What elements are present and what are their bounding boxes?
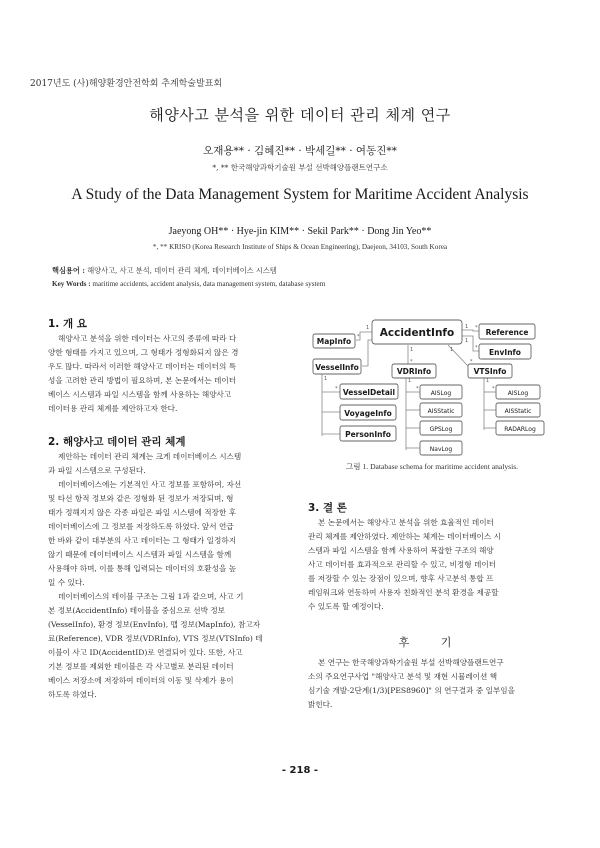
text-line: 관리 체계를 제안하였다. 제안하는 체계는 데이터베이스 시 xyxy=(308,532,501,541)
database-schema-figure xyxy=(308,318,556,458)
text-line: 료(Reference), VDR 정보(VDRInfo), VTS 정보(VTSInfo) 테 xyxy=(48,634,263,643)
mult-16: * xyxy=(492,386,495,392)
conference-header: 2017년도 (사)해양환경안전학회 추계학술발표회 xyxy=(30,79,223,89)
mult-1: 1 xyxy=(465,324,469,330)
table-mapinfo: MapInfo xyxy=(316,337,352,346)
text-line: 하도록 하였다. xyxy=(48,690,97,699)
text-line: 스템과 파일 시스템을 함께 사용하여 복잡한 구조의 해양 xyxy=(308,546,494,555)
authors-english: Jaeyong OH** · Hye-jin KIM** · Sekil Park** · Dong Jin Yeo** xyxy=(168,226,432,237)
text-line: 소의 주요연구사업 "해양사고 분석 및 재현 시뮬레이션 핵 xyxy=(308,672,498,681)
text-line: 이블이 사고 ID(AccidentID)로 연결되어 있다. 또한, 사고 xyxy=(48,648,243,657)
text-line: 밝힌다. xyxy=(308,700,333,709)
acknowledgment-body xyxy=(308,656,556,712)
keywords-korean-label: 핵심용어 : xyxy=(52,266,85,275)
table-vdr-navlog: NavLog xyxy=(429,446,453,453)
table-vtsinfo: VTSInfo xyxy=(473,367,507,376)
affiliation-korean: *, ** 한국해양과학기술원 부설 선박해양플랜트연구소 xyxy=(212,163,388,172)
page-number: - 218 - xyxy=(281,765,319,776)
mult-11: 1 xyxy=(324,376,328,382)
keywords-korean xyxy=(52,266,277,276)
section-1-body xyxy=(48,332,288,416)
table-envinfo: EnvInfo xyxy=(489,348,521,357)
text-line: 레임워크와 연동하여 사용자 친화적인 분석 환경을 제공할 xyxy=(308,588,499,597)
text-line: 데이터베이스의 테이블 구조는 그림 1과 같으며, 사고 기 xyxy=(58,592,244,601)
mult-8: * xyxy=(410,359,413,365)
text-line: 수 있도록 할 예정이다. xyxy=(308,602,384,611)
text-line: 태가 정해지지 않은 각종 파일은 파일 시스템에 적장한 후 xyxy=(48,508,237,517)
table-vdr-gpslog: GPSLog xyxy=(429,426,453,433)
text-line: 본 정보(AccidentInfo) 테이블을 중심으로 선박 정보 xyxy=(48,606,226,615)
mult-7: 1 xyxy=(410,347,414,353)
table-vts-aisstatic: AISStatic xyxy=(504,408,532,415)
mult-10: * xyxy=(470,359,473,365)
mult-13: 1 xyxy=(408,378,412,384)
table-vdr-aisstatic: AISStatic xyxy=(427,408,455,415)
text-line: 양한 형태를 가지고 있으며, 그 형태가 정형화되지 않은 경 xyxy=(48,348,239,357)
section-1-title: 1. 개 요 xyxy=(48,318,87,330)
text-line: 베이스 시스템과 파일 시스템을 함께 사용하는 해양사고 xyxy=(48,390,232,399)
text-line: 과 파일 시스템으로 구성된다. xyxy=(48,466,146,475)
table-vts-aislog: AISLog xyxy=(507,390,529,397)
section-2-title: 2. 해양사고 데이터 관리 체계 xyxy=(48,436,186,448)
text-line: 성을 고려한 관리 방법이 필요하며, 본 논문에서는 데이터 xyxy=(48,376,237,385)
text-line: 해양사고 분석을 위한 데이터는 사고의 종류에 따라 다 xyxy=(58,334,237,343)
text-line: 본 논문에서는 해양사고 분석을 위한 효율적인 데이터 xyxy=(318,518,494,527)
text-line: 사용해야 하며, 이를 통해 입력되는 데이터의 호환성을 높 xyxy=(48,564,237,573)
text-line: 데이터용 관리 체계를 제안하고자 한다. xyxy=(48,404,178,413)
text-line: 않기 때문에 데이터베이스 시스템과 파일 시스템을 함께 xyxy=(48,550,232,559)
mult-15: 1 xyxy=(486,378,490,384)
text-line: 사고 데이터를 효과적으로 관리할 수 있고, 비정형 데이터 xyxy=(308,560,497,569)
text-line: 한 바와 같이 대부분의 사고 데이터는 그 형태가 일정하지 xyxy=(48,536,237,545)
table-accidentinfo: AccidentInfo xyxy=(379,327,455,339)
acknowledgment-title: 후 기 xyxy=(398,636,466,649)
text-line: 데이터베이스에 그 정보를 저장하도록 하였다. 앞서 언급 xyxy=(48,522,234,531)
mult-14: * xyxy=(416,386,419,392)
table-vdrinfo: VDRInfo xyxy=(396,367,432,376)
title-korean: 해양사고 분석을 위한 데이터 관리 체계 연구 xyxy=(149,106,451,124)
table-personinfo: PersonInfo xyxy=(345,430,391,439)
mult-5: 1 xyxy=(366,325,370,331)
mult-6: * xyxy=(357,334,360,340)
mult-3: 1 xyxy=(465,338,469,344)
text-line: 를 저장할 수 있는 장점이 있으며, 향후 사고분석 통합 프 xyxy=(308,574,494,583)
table-reference: Reference xyxy=(485,328,529,337)
text-line: 및 타선 항적 정보와 같은 정형화 된 정보가 저장되며, 형 xyxy=(48,494,234,503)
keywords-english-label: Key Words : xyxy=(52,280,91,288)
mult-2: * xyxy=(475,325,478,331)
mult-9: 1 xyxy=(450,347,454,353)
keywords-korean-text: 해양사고, 사고 분석, 데이터 관리 체계, 데이터베이스 시스템 xyxy=(87,266,277,275)
text-line: 일 수 있다. xyxy=(48,578,85,587)
table-voyageinfo: VoyageInfo xyxy=(344,409,392,418)
section-3-title: 3. 결 론 xyxy=(308,502,347,514)
text-line: 심기술 개발-2단계(1/3)[PES8960]" 의 연구결과 중 일부임을 xyxy=(308,686,515,695)
title-english: A Study of the Data Management System for Maritime Accident Analysis xyxy=(71,186,529,203)
text-line: 우도 많다. 따라서 이러한 해양사고 데이터는 데이터의 특 xyxy=(48,362,237,371)
table-vdr-aislog: AISLog xyxy=(430,390,452,397)
mult-4: * xyxy=(475,345,478,351)
text-line: 기본 정보를 제외한 테이블은 각 사고별로 분리된 데이터 xyxy=(48,662,234,671)
text-line: 데이터베이스에는 기본적인 사고 정보를 포함하여, 자선 xyxy=(58,480,242,489)
text-line: 본 연구는 한국해양과학기술원 부설 선박해양플랜트연구 xyxy=(318,658,504,667)
affiliation-english: *, ** KRISO (Korea Research Institute of Ships & Ocean Engineering), Daejeon, 34103, South Korea xyxy=(152,243,448,251)
text-line: (VesselInfo), 환경 정보(EnvInfo), 맵 정보(MapInfo), 참고자 xyxy=(48,620,261,629)
table-vesselinfo: VesselInfo xyxy=(315,363,359,372)
keywords-english-text: maritime accidents, accident analysis, data management system, database system xyxy=(92,280,326,288)
keywords-english xyxy=(52,280,325,288)
mult-12: * xyxy=(335,386,338,392)
section-3-body xyxy=(308,516,556,614)
section-2-body xyxy=(48,450,288,702)
authors-korean: 오재용** · 김혜진** · 박세길** · 여동진** xyxy=(203,145,397,157)
text-line: 베이스 저장소에 저장하여 데이터의 이동 및 삭제가 용이 xyxy=(48,676,234,685)
table-vesseldetail: VesselDetail xyxy=(342,388,396,397)
table-vts-radarlog: RADARLog xyxy=(504,426,536,433)
text-line: 제안하는 데이터 관리 체계는 크게 데이터베이스 시스템 xyxy=(58,452,242,461)
figure-caption: 그림 1. Database schema for maritime accident analysis. xyxy=(345,462,519,471)
